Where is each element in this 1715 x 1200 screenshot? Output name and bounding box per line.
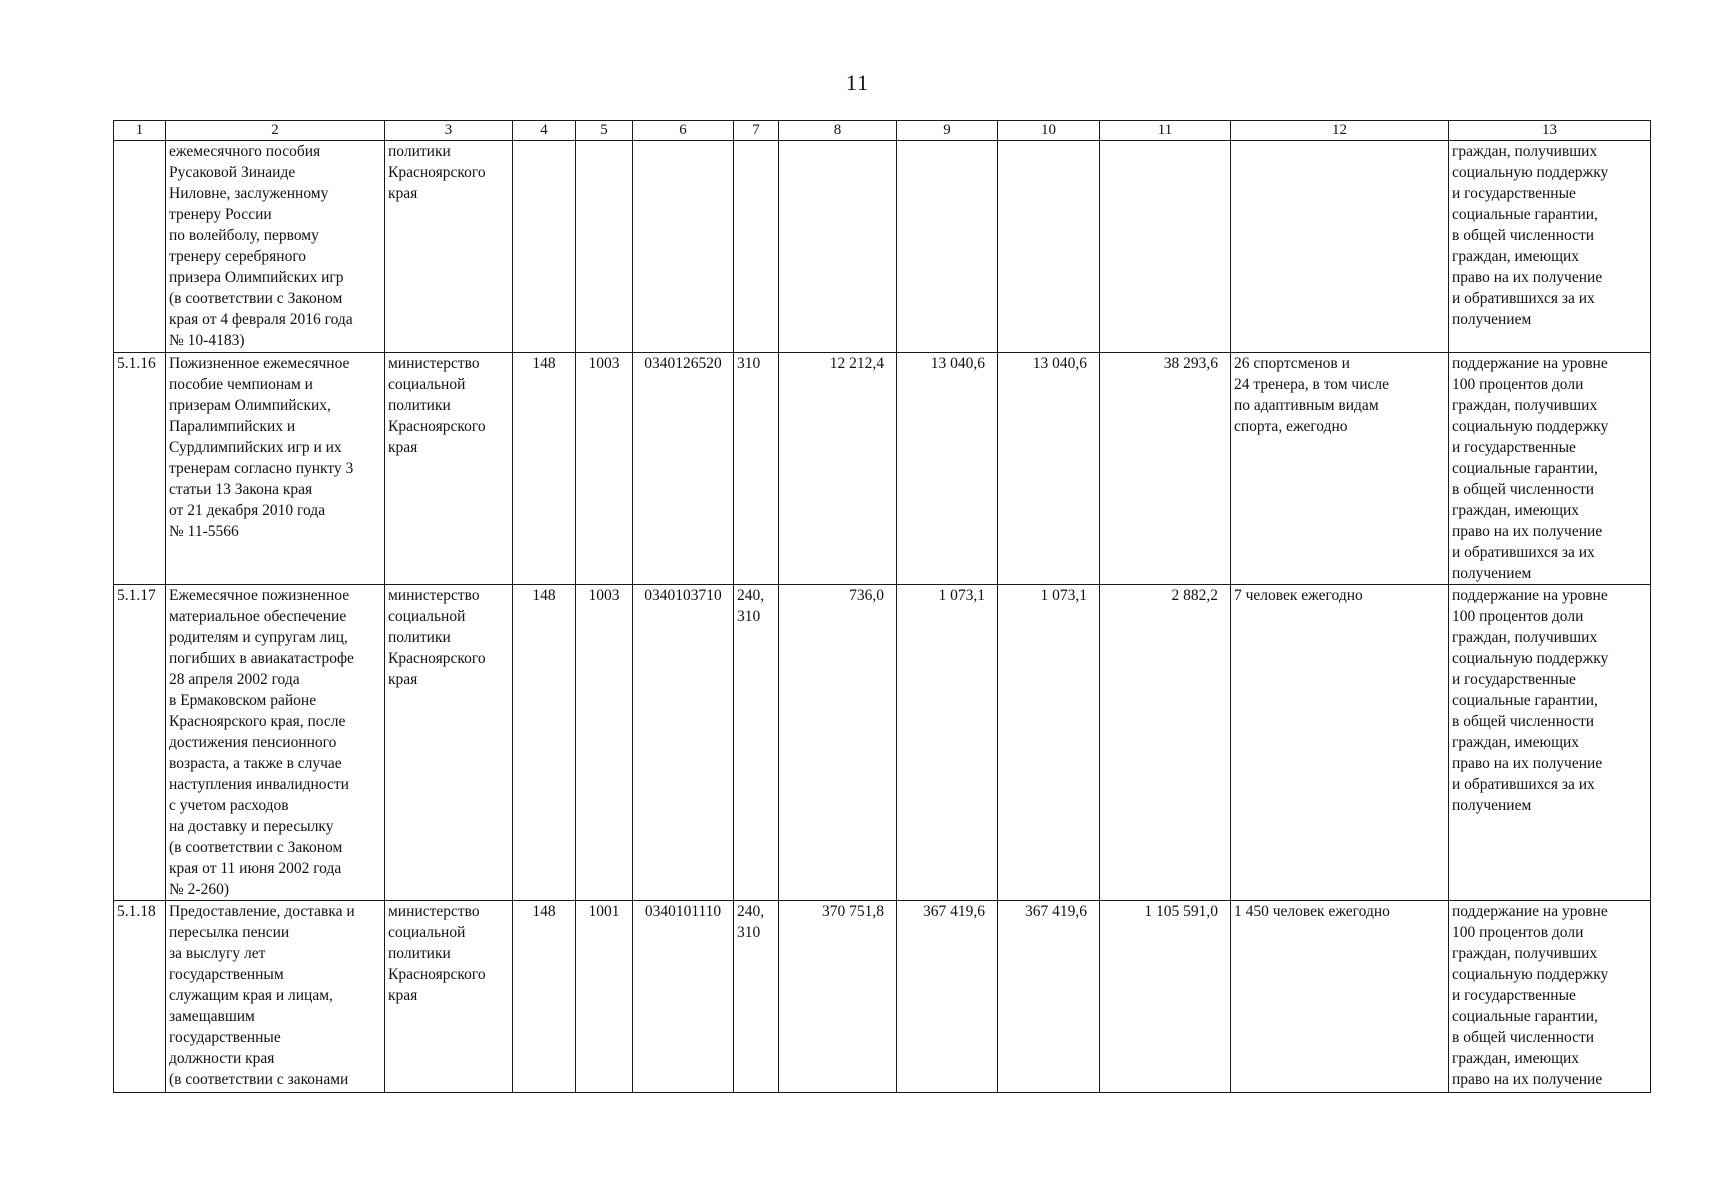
column-header: 12 xyxy=(1231,121,1449,141)
column-header: 13 xyxy=(1449,121,1651,141)
year1-amount xyxy=(779,141,897,353)
column-header: 8 xyxy=(779,121,897,141)
responsible-agency: политики Красноярского края xyxy=(385,141,513,353)
vr-code: 240, 310 xyxy=(734,585,779,901)
total-amount xyxy=(1100,141,1231,353)
measure-name: Ежемесячное пожизненное материальное обеспечение родителям и супругам лиц, погибших в авиакатастрофе 28 апреля 2002 года в Ермаковском районе Красноярского края, после достижения пенсионного возраста, а также в случае наступления инвалидности с учетом расходов на доставку и пересылку (в соответствии с Законом края от 11 июня 2002 года № 2-260) xyxy=(166,585,385,901)
column-header: 4 xyxy=(513,121,576,141)
total-amount: 38 293,6 xyxy=(1100,353,1231,585)
year1-amount: 12 212,4 xyxy=(779,353,897,585)
expected-result: 7 человек ежегодно xyxy=(1231,585,1449,901)
responsible-agency: министерство социальной политики Красноярского края xyxy=(385,353,513,585)
target-indicator: поддержание на уровне 100 процентов доли граждан, получивших социальную поддержку и государственные социальные гарантии, в общей численности граждан, имеющих право на их получение и обратившихся за их получением xyxy=(1449,585,1651,901)
table-row xyxy=(114,585,1651,901)
measure-name: ежемесячного пособия Русаковой Зинаиде Ниловне, заслуженному тренеру России по волейболу, первому тренеру серебряного призера Олимпийских игр (в соответствии с Законом края от 4 февраля 2016 года № 10-4183) xyxy=(166,141,385,353)
vr-code xyxy=(734,141,779,353)
table-row xyxy=(114,353,1651,585)
vr-code: 240, 310 xyxy=(734,901,779,1093)
expected-result: 1 450 человек ежегодно xyxy=(1231,901,1449,1093)
total-amount: 1 105 591,0 xyxy=(1100,901,1231,1093)
year3-amount: 1 073,1 xyxy=(998,585,1100,901)
rzpr-code: 1003 xyxy=(576,585,633,901)
page-number: 11 xyxy=(845,70,870,95)
row-number: 5.1.18 xyxy=(114,901,166,1093)
rzpr-code: 1001 xyxy=(576,901,633,1093)
year2-amount: 13 040,6 xyxy=(897,353,998,585)
table-row xyxy=(114,141,1651,353)
grbs-code: 148 xyxy=(513,901,576,1093)
target-indicator: граждан, получивших социальную поддержку и государственные социальные гарантии, в общей численности граждан, имеющих право на их получение и обратившихся за их получением xyxy=(1449,141,1651,353)
measure-name: Предоставление, доставка и пересылка пенсии за выслугу лет государственным служащим края и лицам, замещавшим государственные должности края (в соответствии с законами xyxy=(166,901,385,1093)
grbs-code xyxy=(513,141,576,353)
vr-code: 310 xyxy=(734,353,779,585)
year3-amount: 13 040,6 xyxy=(998,353,1100,585)
csr-code: 0340103710 xyxy=(633,585,734,901)
table-row xyxy=(114,901,1651,1093)
csr-code: 0340126520 xyxy=(633,353,734,585)
year3-amount: 367 419,6 xyxy=(998,901,1100,1093)
responsible-agency: министерство социальной политики Красноярского края xyxy=(385,901,513,1093)
year2-amount: 367 419,6 xyxy=(897,901,998,1093)
expected-result: 26 спортсменов и 24 тренера, в том числе по адаптивным видам спорта, ежегодно xyxy=(1231,353,1449,585)
program-table xyxy=(113,120,1651,1093)
column-header: 10 xyxy=(998,121,1100,141)
year1-amount: 370 751,8 xyxy=(779,901,897,1093)
column-header: 2 xyxy=(166,121,385,141)
expected-result xyxy=(1231,141,1449,353)
row-number: 5.1.16 xyxy=(114,353,166,585)
column-header: 1 xyxy=(114,121,166,141)
csr-code: 0340101110 xyxy=(633,901,734,1093)
responsible-agency: министерство социальной политики Красноярского края xyxy=(385,585,513,901)
rzpr-code xyxy=(576,141,633,353)
column-header: 9 xyxy=(897,121,998,141)
column-header: 5 xyxy=(576,121,633,141)
grbs-code: 148 xyxy=(513,353,576,585)
column-header: 11 xyxy=(1100,121,1231,141)
column-number-row xyxy=(114,121,1651,141)
total-amount: 2 882,2 xyxy=(1100,585,1231,901)
grbs-code: 148 xyxy=(513,585,576,901)
target-indicator: поддержание на уровне 100 процентов доли граждан, получивших социальную поддержку и государственные социальные гарантии, в общей численности граждан, имеющих право на их получение xyxy=(1449,901,1651,1093)
year2-amount xyxy=(897,141,998,353)
year1-amount: 736,0 xyxy=(779,585,897,901)
column-header: 3 xyxy=(385,121,513,141)
measure-name: Пожизненное ежемесячное пособие чемпионам и призерам Олимпийских, Паралимпийских и Сурдлимпийских игр и их тренерам согласно пункту 3 статьи 13 Закона края от 21 декабря 2010 года № 11-5566 xyxy=(166,353,385,585)
year2-amount: 1 073,1 xyxy=(897,585,998,901)
rzpr-code: 1003 xyxy=(576,353,633,585)
target-indicator: поддержание на уровне 100 процентов доли граждан, получивших социальную поддержку и государственные социальные гарантии, в общей численности граждан, имеющих право на их получение и обратившихся за их получением xyxy=(1449,353,1651,585)
csr-code xyxy=(633,141,734,353)
row-number: 5.1.17 xyxy=(114,585,166,901)
year3-amount xyxy=(998,141,1100,353)
column-header: 7 xyxy=(734,121,779,141)
row-number xyxy=(114,141,166,353)
column-header: 6 xyxy=(633,121,734,141)
